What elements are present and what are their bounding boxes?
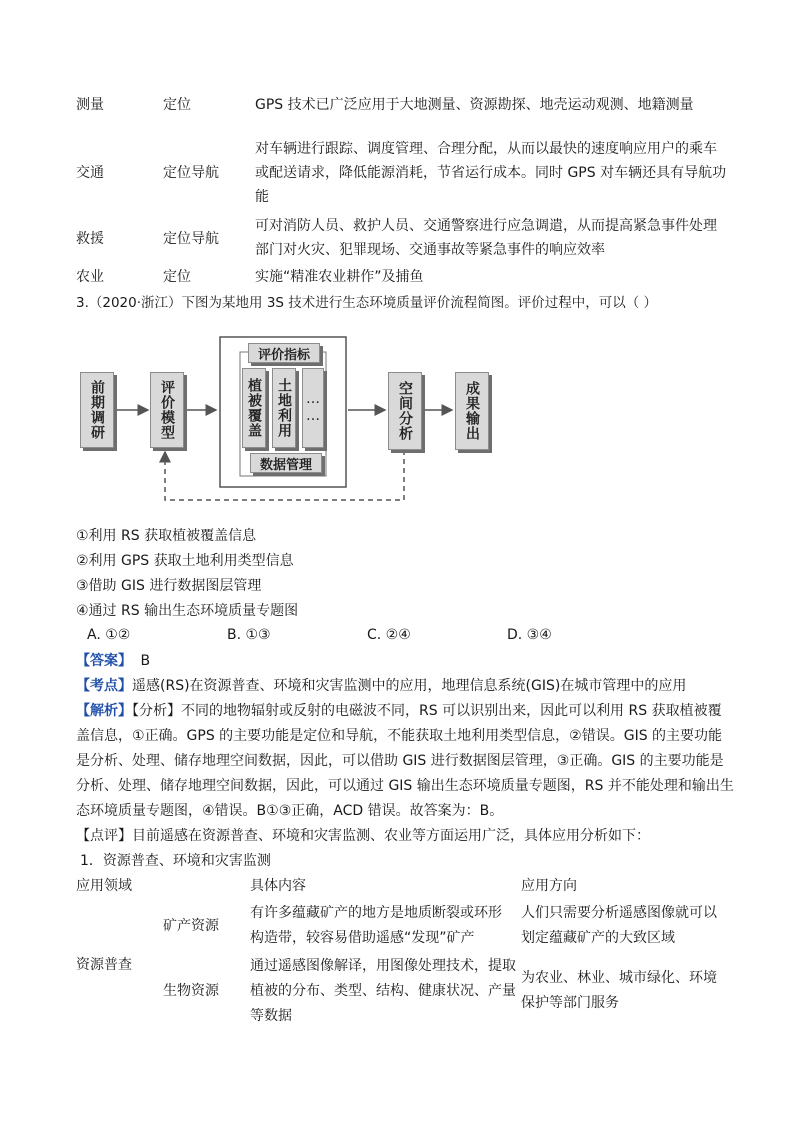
table2-sub: 矿产资源 <box>163 918 219 934</box>
table1-field: 救援 <box>76 231 104 247</box>
table1-desc: 实施“精准农业耕作”及捕鱼 <box>255 269 424 285</box>
jiexi-line-3: 是分析、处理、储存地理空间数据，因此，可以借助 GIS 进行数据图层管理，③正确。GIS 的主要功能是 <box>76 753 724 769</box>
answer-value: B <box>140 653 151 669</box>
table1-desc-line: 部门对火灾、犯罪现场、交通事故等紧急事件的响应效率 <box>255 242 605 258</box>
table2-group: 资源普查 <box>76 957 132 973</box>
table2-sub: 生物资源 <box>163 983 219 999</box>
table1-desc-line: 能 <box>255 189 269 205</box>
table1-field: 交通 <box>76 165 104 181</box>
statement-3: ③借助 GIS 进行数据图层管理 <box>76 578 262 594</box>
kaodian-text: 遥感(RS)在资源普查、环境和灾害监测中的应用，地理信息系统(GIS)在城市管理中的应用 <box>132 678 687 694</box>
jiexi-text: 【分析】不同的地物辐射或反射的电磁波不同，RS 可以识别出来，因此可以利用 RS 获取植被覆 <box>132 703 722 719</box>
statement-2: ②利用 GPS 获取土地利用类型信息 <box>76 553 294 569</box>
kaodian-line <box>76 674 686 698</box>
table1-desc-line: 对车辆进行跟踪、调度管理、合理分配，从而以最快的速度响应用户的乘车 <box>255 141 717 157</box>
table2-header-field: 应用领域 <box>76 878 132 894</box>
table2-content-line: 等数据 <box>250 1008 292 1024</box>
table1-type: 定位导航 <box>163 231 219 247</box>
table1-desc-line: 或配送请求，降低能源消耗，节省运行成本。同时 GPS 对车辆还具有导航功 <box>255 165 727 181</box>
table2-direction-line: 为农业、林业、城市绿化、环境 <box>521 970 717 986</box>
answer-line <box>76 649 150 673</box>
table1-type: 定位 <box>163 97 191 113</box>
table1-desc-line: 可对消防人员、救护人员、交通警察进行应急调遣，从而提高紧急事件处理 <box>255 218 717 234</box>
table2-content-line: 有许多蕴藏矿产的地方是地质断裂或环形 <box>250 905 502 921</box>
box-preliminary-survey: 前期调研 <box>80 372 114 448</box>
box-land-use: 土地利用 <box>272 368 296 448</box>
table2-direction-line: 划定蕴藏矿产的大致区域 <box>521 930 675 946</box>
option-c: C. ②④ <box>367 627 411 643</box>
table2-header-direction: 应用方向 <box>521 878 577 894</box>
jiexi-line-1 <box>76 699 722 723</box>
box-result-output: 成果输出 <box>455 372 489 450</box>
option-a: A. ①② <box>87 627 131 643</box>
table1-field: 农业 <box>76 269 104 285</box>
answer-label: 【答案】 <box>76 653 132 669</box>
table2-header-content: 具体内容 <box>250 878 306 894</box>
kaodian-label: 【考点】 <box>76 678 132 694</box>
jiexi-label: 【解析】 <box>76 703 132 719</box>
table1-type: 定位 <box>163 269 191 285</box>
table2-direction-line: 人们只需要分析遥感图像就可以 <box>521 905 717 921</box>
table1-field: 测量 <box>76 97 104 113</box>
jiexi-line-2: 盖信息，①正确。GPS 的主要功能是定位和导航，不能获取土地利用类型信息，②错误。GIS 的主要功能 <box>76 728 723 744</box>
statement-4: ④通过 RS 输出生态环境质量专题图 <box>76 603 299 619</box>
box-evaluation-model: 评价模型 <box>150 372 184 448</box>
statement-1: ①利用 RS 获取植被覆盖信息 <box>76 528 257 544</box>
box-data-management: 数据管理 <box>250 453 322 473</box>
dianping: 【点评】目前遥感在资源普查、环境和灾害监测、农业等方面运用广泛，具体应用分析如下： <box>76 828 650 844</box>
jiexi-line-5: 态环境质量专题图，④错误。B①③正确，ACD 错误。故答案为：B。 <box>76 803 504 819</box>
table2-content-line: 通过遥感图像解译，用图像处理技术，提取 <box>250 958 516 974</box>
box-spatial-analysis: 空间分析 <box>388 372 422 450</box>
option-b: B. ①③ <box>227 627 271 643</box>
option-d: D. ③④ <box>507 627 552 643</box>
box-ellipsis: …… <box>302 368 324 448</box>
table2-content-line: 植被的分布、类型、结构、健康状况、产量 <box>250 983 516 999</box>
table2-content-line: 构造带，较容易借助遥感“发现”矿产 <box>250 930 475 946</box>
box-vegetation-cover: 植被覆盖 <box>242 368 266 448</box>
table1-type: 定位导航 <box>163 165 219 181</box>
table2-direction-line: 保护等部门服务 <box>521 995 619 1011</box>
box-evaluation-index: 评价指标 <box>248 343 320 363</box>
flowchart <box>70 330 510 510</box>
section-title: 1．资源普查、环境和灾害监测 <box>80 853 271 869</box>
table1-desc: GPS 技术已广泛应用于大地测量、资源勘探、地壳运动观测、地籍测量 <box>255 97 694 113</box>
question-stem: 3.（2020·浙江）下图为某地用 3S 技术进行生态环境质量评价流程简图。评价过程中，可以（ ） <box>76 295 658 311</box>
jiexi-line-4: 分析、处理、储存地理空间数据，因此，可以通过 GIS 输出生态环境质量专题图，RS 并不能处理和输出生 <box>76 778 734 794</box>
